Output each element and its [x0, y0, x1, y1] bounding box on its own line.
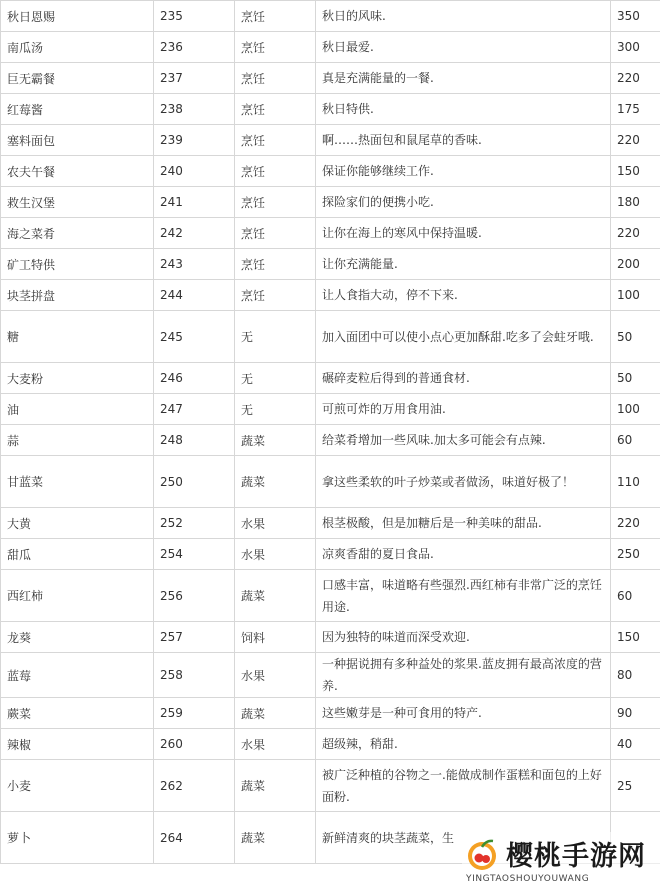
item-id: 256 [154, 570, 235, 622]
table-row [1, 570, 660, 622]
item-id: 250 [154, 456, 235, 508]
item-price: 100 [611, 394, 660, 425]
item-price: 200 [611, 249, 660, 280]
item-price: 50 [611, 363, 660, 394]
item-category: 蔬菜 [235, 698, 316, 729]
item-price: 25 [611, 760, 660, 812]
item-name: 救生汉堡 [1, 187, 154, 218]
item-price: 150 [611, 622, 660, 653]
item-description: 新鲜清爽的块茎蔬菜，生 [316, 812, 611, 864]
item-description: 让人食指大动，停不下来. [316, 280, 611, 311]
table-row [1, 622, 660, 653]
table-row [1, 63, 660, 94]
table-row [1, 187, 660, 218]
item-category: 水果 [235, 653, 316, 698]
item-name: 辣椒 [1, 729, 154, 760]
item-name: 矿工特供 [1, 249, 154, 280]
item-name: 西红柿 [1, 570, 154, 622]
item-name: 蓝莓 [1, 653, 154, 698]
item-name: 塞料面包 [1, 125, 154, 156]
item-description: 让你在海上的寒风中保持温暖. [316, 218, 611, 249]
item-description: 真是充满能量的一餐. [316, 63, 611, 94]
item-category: 烹饪 [235, 280, 316, 311]
item-id: 258 [154, 653, 235, 698]
item-description: 给菜肴增加一些风味.加太多可能会有点辣. [316, 425, 611, 456]
item-description: 探险家们的便携小吃. [316, 187, 611, 218]
item-name: 蕨菜 [1, 698, 154, 729]
item-price: 180 [611, 187, 660, 218]
item-price: 60 [611, 570, 660, 622]
item-description: 凉爽香甜的夏日食品. [316, 539, 611, 570]
watermark-title: 樱桃手游网 [506, 841, 646, 872]
item-price: 350 [611, 1, 660, 32]
item-id: 237 [154, 63, 235, 94]
item-price: 220 [611, 125, 660, 156]
item-id: 252 [154, 508, 235, 539]
item-category: 烹饪 [235, 156, 316, 187]
item-name: 大麦粉 [1, 363, 154, 394]
table-row [1, 32, 660, 63]
item-description: 一种据说拥有多种益处的浆果.蓝皮拥有最高浓度的营养. [316, 653, 611, 698]
item-price: 80 [611, 653, 660, 698]
table-row [1, 125, 660, 156]
item-category: 蔬菜 [235, 425, 316, 456]
item-category: 无 [235, 311, 316, 363]
item-name: 海之菜肴 [1, 218, 154, 249]
item-name: 糖 [1, 311, 154, 363]
item-description: 让你充满能量. [316, 249, 611, 280]
item-id: 245 [154, 311, 235, 363]
item-description: 碾碎麦粒后得到的普通食材. [316, 363, 611, 394]
table-row [1, 218, 660, 249]
item-description: 可煎可炸的万用食用油. [316, 394, 611, 425]
item-category: 烹饪 [235, 32, 316, 63]
item-id: 242 [154, 218, 235, 249]
item-category: 烹饪 [235, 218, 316, 249]
item-price: 150 [611, 156, 660, 187]
item-name: 龙葵 [1, 622, 154, 653]
item-price: 220 [611, 218, 660, 249]
item-name: 大黄 [1, 508, 154, 539]
item-price: 220 [611, 508, 660, 539]
item-name: 小麦 [1, 760, 154, 812]
item-id: 236 [154, 32, 235, 63]
item-description: 加入面团中可以使小点心更加酥甜.吃多了会蛀牙哦. [316, 311, 611, 363]
table-row [1, 394, 660, 425]
watermark-subtitle: YINGTAOSHOUYOUWANG [466, 874, 590, 884]
item-name: 巨无霸餐 [1, 63, 154, 94]
item-category: 烹饪 [235, 63, 316, 94]
item-description: 根茎极酸，但是加糖后是一种美味的甜品. [316, 508, 611, 539]
item-price: 175 [611, 94, 660, 125]
item-id: 248 [154, 425, 235, 456]
item-description: 秋日的风味. [316, 1, 611, 32]
item-id: 241 [154, 187, 235, 218]
item-id: 247 [154, 394, 235, 425]
item-id: 239 [154, 125, 235, 156]
item-id: 235 [154, 1, 235, 32]
item-name: 甜瓜 [1, 539, 154, 570]
item-name: 甘蓝菜 [1, 456, 154, 508]
item-price: 50 [611, 311, 660, 363]
item-price: 220 [611, 63, 660, 94]
item-name: 块茎拼盘 [1, 280, 154, 311]
item-price: 90 [611, 698, 660, 729]
item-category: 烹饪 [235, 125, 316, 156]
table-row [1, 760, 660, 812]
table-row [1, 698, 660, 729]
item-price: 250 [611, 539, 660, 570]
item-name: 秋日恩赐 [1, 1, 154, 32]
item-price: 100 [611, 280, 660, 311]
item-name: 农夫午餐 [1, 156, 154, 187]
table-row [1, 311, 660, 363]
item-id: 244 [154, 280, 235, 311]
item-id: 259 [154, 698, 235, 729]
item-category: 烹饪 [235, 1, 316, 32]
item-id: 257 [154, 622, 235, 653]
table-row [1, 280, 660, 311]
item-price: 40 [611, 729, 660, 760]
item-category: 烹饪 [235, 187, 316, 218]
item-description: 秋日特供. [316, 94, 611, 125]
item-id: 243 [154, 249, 235, 280]
table-row [1, 539, 660, 570]
table-row [1, 425, 660, 456]
item-name: 萝卜 [1, 812, 154, 864]
item-description: 被广泛种植的谷物之一.能做成制作蛋糕和面包的上好面粉. [316, 760, 611, 812]
item-description: 秋日最爱. [316, 32, 611, 63]
table-row [1, 508, 660, 539]
item-id: 260 [154, 729, 235, 760]
item-name: 蒜 [1, 425, 154, 456]
item-category: 水果 [235, 539, 316, 570]
table-row [1, 94, 660, 125]
item-description: 超级辣，稍甜. [316, 729, 611, 760]
table-row [1, 1, 660, 32]
item-category: 无 [235, 394, 316, 425]
item-category: 蔬菜 [235, 760, 316, 812]
watermark [462, 832, 660, 888]
item-id: 238 [154, 94, 235, 125]
item-category: 蔬菜 [235, 456, 316, 508]
item-category: 烹饪 [235, 249, 316, 280]
item-description: 这些嫩芽是一种可食用的特产. [316, 698, 611, 729]
item-id: 246 [154, 363, 235, 394]
item-name: 南瓜汤 [1, 32, 154, 63]
cherry-icon [464, 836, 500, 872]
item-id: 264 [154, 812, 235, 864]
item-category: 烹饪 [235, 94, 316, 125]
item-id: 262 [154, 760, 235, 812]
item-description: 啊……热面包和鼠尾草的香味. [316, 125, 611, 156]
table-row [1, 156, 660, 187]
table-row [1, 249, 660, 280]
item-description: 保证你能够继续工作. [316, 156, 611, 187]
item-id: 240 [154, 156, 235, 187]
item-category: 饲料 [235, 622, 316, 653]
table-row [1, 729, 660, 760]
item-price: 60 [611, 425, 660, 456]
items-table-body [1, 1, 660, 864]
item-description: 因为独特的味道而深受欢迎. [316, 622, 611, 653]
table-row [1, 363, 660, 394]
item-category: 蔬菜 [235, 570, 316, 622]
item-category: 水果 [235, 508, 316, 539]
item-category: 蔬菜 [235, 812, 316, 864]
item-price: 300 [611, 32, 660, 63]
item-category: 无 [235, 363, 316, 394]
item-price: 110 [611, 456, 660, 508]
table-row [1, 456, 660, 508]
item-name: 红莓酱 [1, 94, 154, 125]
item-description: 口感丰富，味道略有些强烈.西红柿有非常广泛的烹饪用途. [316, 570, 611, 622]
item-id: 254 [154, 539, 235, 570]
item-category: 水果 [235, 729, 316, 760]
table-row [1, 653, 660, 698]
item-name: 油 [1, 394, 154, 425]
item-description: 拿这些柔软的叶子炒菜或者做汤，味道好极了！ [316, 456, 611, 508]
